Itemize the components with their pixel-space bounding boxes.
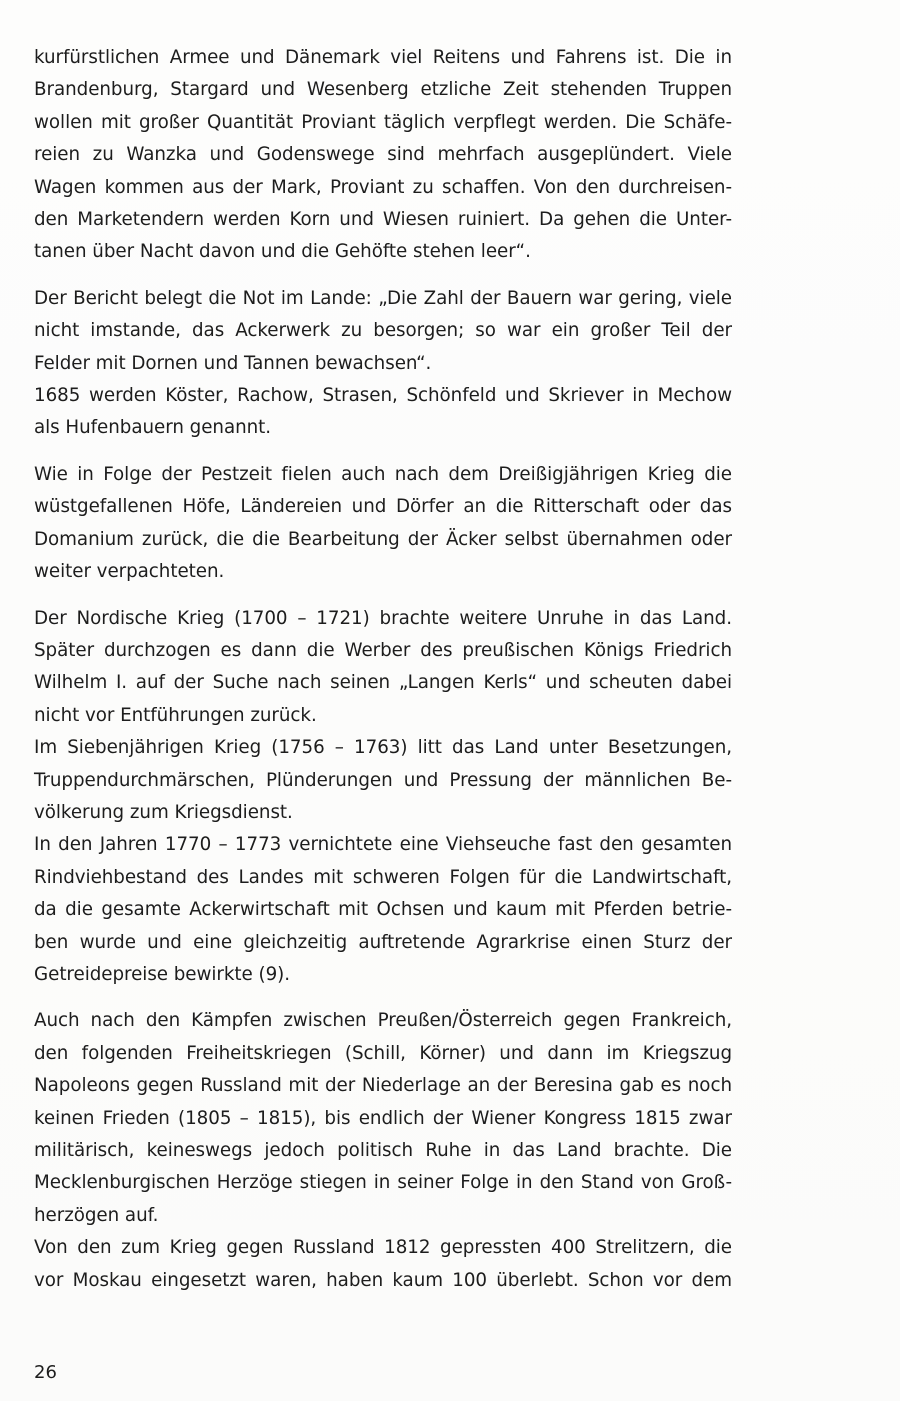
text-line: wollen mit großer Quantität Proviant täglich verpflegt werden. Die Schäfe- xyxy=(34,111,732,133)
text-line: 1685 werden Köster, Rachow, Strasen, Schönfeld und Skriever in Mechow xyxy=(34,385,732,407)
text-line: Der Bericht belegt die Not im Lande: „Die Zahl der Bauern war gering, viele xyxy=(34,287,732,309)
paragraph xyxy=(34,829,732,991)
text-line: keinen Frieden (1805 – 1815), bis endlich der Wiener Kongress 1815 zwar xyxy=(34,1107,732,1129)
text-line: Felder mit Dornen und Tannen bewachsen“. xyxy=(34,352,432,374)
text-line: Mecklenburgischen Herzöge stiegen in seiner Folge in den Stand von Groß- xyxy=(34,1172,732,1194)
paragraph xyxy=(34,1232,732,1297)
text-line: tanen über Nacht davon und die Gehöfte stehen leer“. xyxy=(34,241,531,263)
text-line: vor Moskau eingesetzt waren, haben kaum 100 überlebt. Schon vor dem xyxy=(34,1269,732,1291)
body-text xyxy=(34,42,732,1297)
text-line: In den Jahren 1770 – 1773 vernichtete eine Viehseuche fast den gesamten xyxy=(34,834,732,856)
text-line: militärisch, keineswegs jedoch politisch Ruhe in das Land brachte. Die xyxy=(34,1140,732,1161)
text-line: Wilhelm I. auf der Suche nach seinen „Langen Kerls“ und scheuten dabei xyxy=(34,672,732,694)
text-line: weiter verpachteten. xyxy=(34,561,225,583)
text-line: Von den zum Krieg gegen Russland 1812 gepressten 400 Strelitzern, die xyxy=(34,1237,732,1259)
text-line: Wagen kommen aus der Mark, Proviant zu schaffen. Von den durchreisen- xyxy=(34,176,732,198)
text-line: Getreidepreise bewirkte (9). xyxy=(34,963,291,985)
paragraph xyxy=(34,42,732,269)
text-line: herzögen auf. xyxy=(34,1204,159,1226)
text-line: Truppendurchmärschen, Plünderungen und Pressung der männlichen Be- xyxy=(34,769,732,791)
text-line: Brandenburg, Stargard und Wesenberg etzliche Zeit stehenden Truppen xyxy=(34,79,732,101)
text-line: Im Siebenjährigen Krieg (1756 – 1763) litt das Land unter Besetzungen, xyxy=(34,737,732,759)
text-line: kurfürstlichen Armee und Dänemark viel Reitens und Fahrens ist. Die in xyxy=(34,47,732,68)
paragraph xyxy=(34,732,732,829)
paragraph xyxy=(34,1005,732,1232)
text-line: reien zu Wanzka und Godenswege sind mehrfach ausgeplündert. Viele xyxy=(34,144,732,166)
text-line: den folgenden Freiheitskriegen (Schill, Körner) und dann im Kriegszug xyxy=(34,1042,732,1064)
text-line: Später durchzogen es dann die Werber des preußischen Königs Friedrich xyxy=(34,639,732,661)
text-line: als Hufenbauern genannt. xyxy=(34,417,272,439)
text-line: den Marketendern werden Korn und Wiesen ruiniert. Da gehen die Unter- xyxy=(34,209,732,231)
text-line: da die gesamte Ackerwirtschaft mit Ochsen und kaum mit Pferden betrie- xyxy=(34,899,732,921)
text-line: Rindviehbestand des Landes mit schweren Folgen für die Landwirtschaft, xyxy=(34,866,732,888)
text-line: Der Nordische Krieg (1700 – 1721) brachte weitere Unruhe in das Land. xyxy=(34,607,732,629)
page-number: 26 xyxy=(34,1362,57,1383)
text-line: Domanium zurück, die die Bearbeitung der Äcker selbst übernahmen oder xyxy=(34,528,732,550)
text-line: ben wurde und eine gleichzeitig auftretende Agrarkrise einen Sturz der xyxy=(34,931,732,953)
paragraph xyxy=(34,283,732,380)
paragraph xyxy=(34,380,732,445)
text-line: Auch nach den Kämpfen zwischen Preußen/Österreich gegen Frankreich, xyxy=(34,1010,732,1032)
text-line: völkerung zum Kriegsdienst. xyxy=(34,801,293,823)
paragraph xyxy=(34,603,732,733)
text-line: wüstgefallenen Höfe, Ländereien und Dörfer an die Ritterschaft oder das xyxy=(34,496,732,518)
text-line: nicht vor Entführungen zurück. xyxy=(34,704,317,726)
text-line: nicht imstande, das Ackerwerk zu besorgen; so war ein großer Teil der xyxy=(34,320,732,342)
paragraph xyxy=(34,459,732,589)
text-line: Wie in Folge der Pestzeit fielen auch nach dem Dreißigjährigen Krieg die xyxy=(34,463,732,485)
text-line: Napoleons gegen Russland mit der Niederlage an der Beresina gab es noch xyxy=(34,1075,732,1097)
